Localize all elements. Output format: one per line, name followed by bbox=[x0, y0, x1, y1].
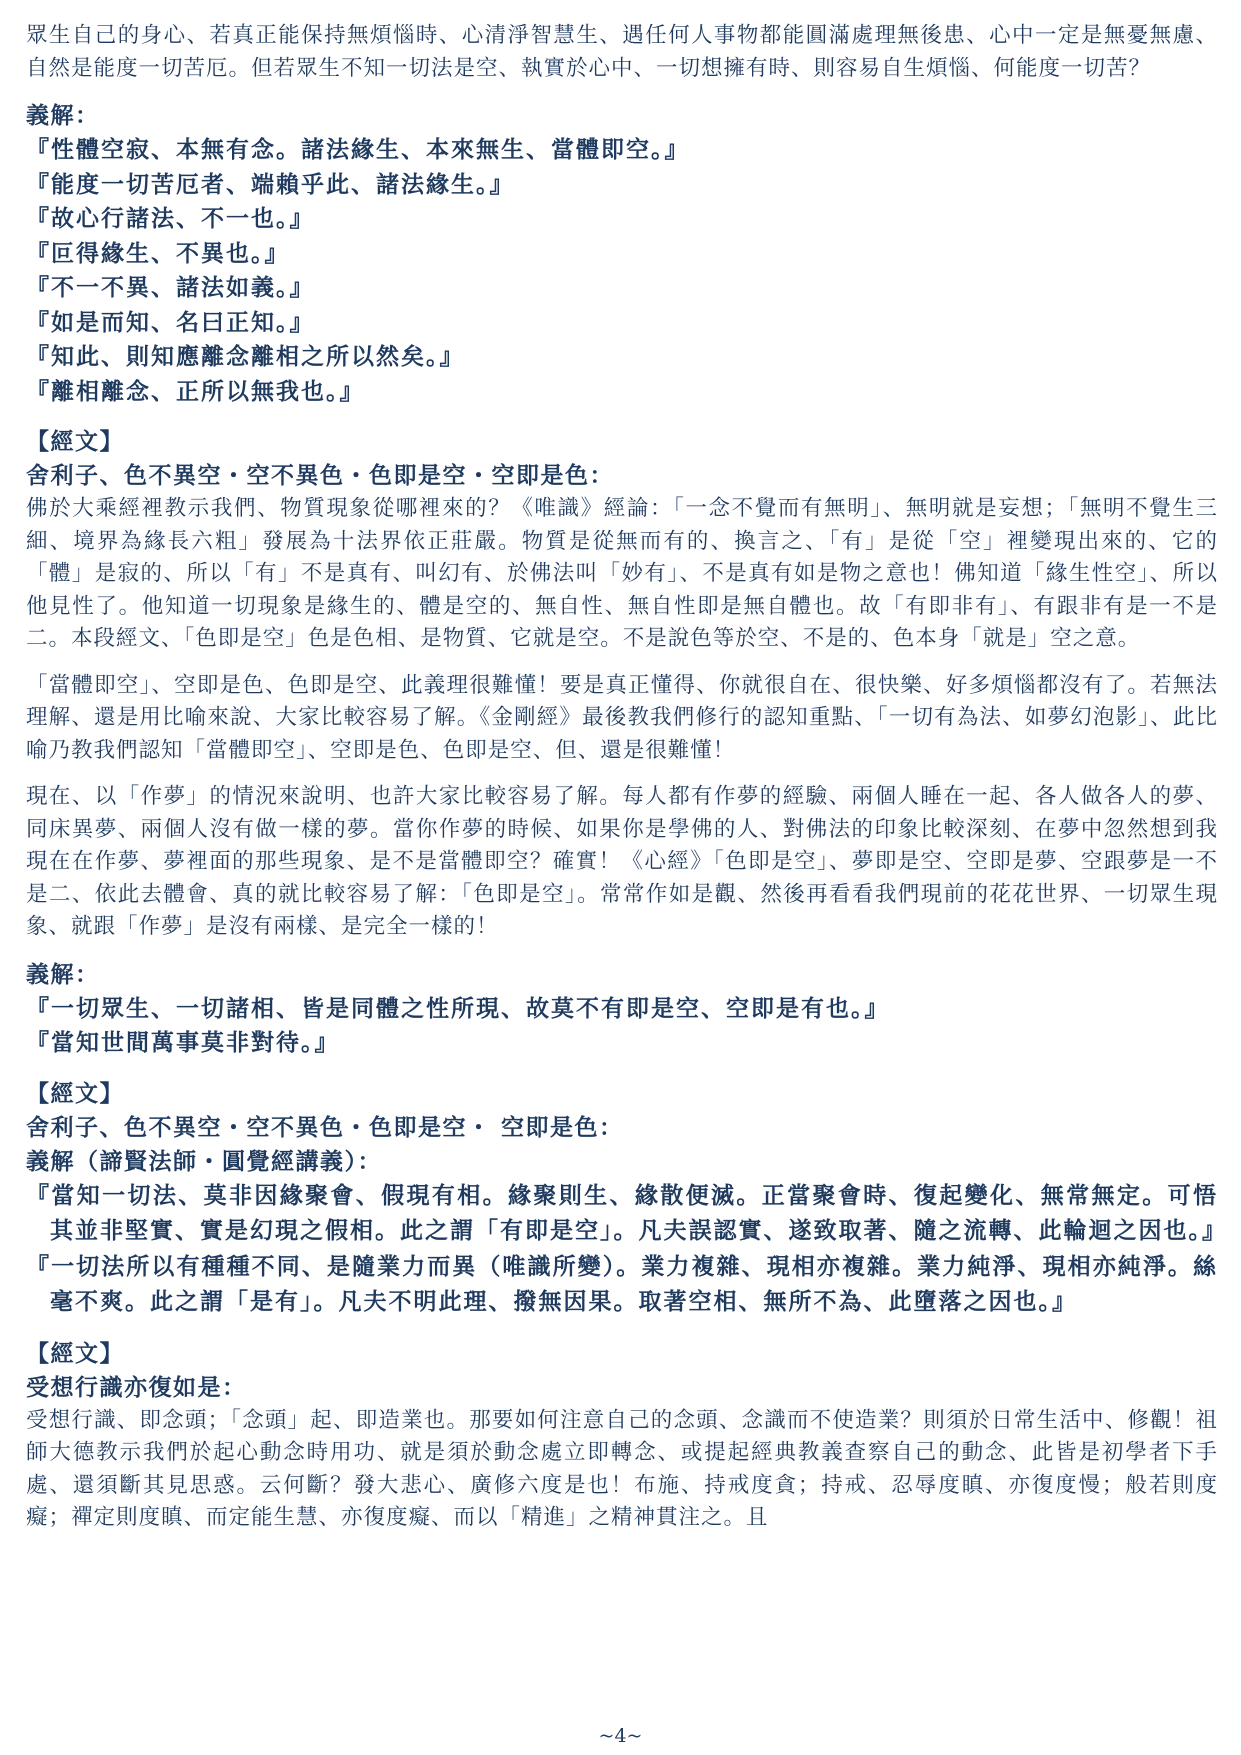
quote-line: 『一切眾生、一切諸相、皆是同體之性所現、故莫不有即是空、空即是有也。』 bbox=[26, 995, 890, 1022]
yijie-heading: 義解： bbox=[26, 103, 100, 129]
section-sutra-4 bbox=[26, 1337, 1218, 1535]
quote-block: 『一切法所以有種種不同、是隨業力而異（唯識所變）。業力複雜、現相亦複雜。業力純淨、現相亦純淨。絲毫不爽。此之謂「是有」。凡夫不明此理、撥無因果。取著空相、無所不為、此墮落之因也。』 bbox=[26, 1253, 1218, 1315]
section-sutra-2 bbox=[26, 425, 1218, 1061]
sutra-line: 舍利子、色不異空・空不異色・色即是空・ 空即是色： bbox=[26, 1114, 624, 1141]
quote-line: 『能度一切苦厄者、端賴乎此、諸法緣生。』 bbox=[26, 171, 515, 198]
page-number: ~4~ bbox=[598, 1725, 643, 1747]
commentary-paragraph: 現在、以「作夢」的情況來說明、也許大家比較容易了解。每人都有作夢的經驗、兩個人睡在一起、各人做各人的夢、同床異夢、兩個人沒有做一樣的夢。當你作夢的時候、如果你是學佛的人、對佛法的印象比較深刻、在夢中忽然想到我現在在作夢、夢裡面的那些現象、是不是當體即空？確實！《心經》「色即是空」、夢即是空、空即是夢、空跟夢是一不是二、依此去體會、真的就比較容易了解：「色即是空」。常常作如是觀、然後再看看我們現前的花花世界、一切眾生現象、就跟「作夢」是沒有兩樣、是完全一樣的！ bbox=[26, 784, 1218, 939]
quote-line: 『離相離念、正所以無我也。』 bbox=[26, 378, 365, 405]
section-yijie-1 bbox=[26, 99, 1218, 409]
sutra-label: 【經文】 bbox=[26, 429, 124, 455]
intro-paragraph: 眾生自己的身心、若真正能保持無煩惱時、心清淨智慧生、遇任何人事物都能圓滿處理無後患、心中一定是無憂無慮、自然是能度一切苦厄。但若眾生不知一切法是空、執實於心中、一切想擁有時、則容易自生煩惱、何能度一切苦？ bbox=[26, 23, 1218, 81]
yijie-heading: 義解（諦賢法師・圓覺經講義）： bbox=[26, 1148, 382, 1175]
commentary-paragraph: 受想行識、即念頭；「念頭」起、即造業也。那要如何注意自己的念頭、念識而不使造業？則須於日常生活中、修觀！祖師大德教示我們於起心動念時用功、就是須於動念處立即轉念、或提起經典教義查察自己的動念、此皆是初學者下手處、還須斷其見思惑。云何斷？發大悲心、廣修六度是也！布施、持戒度貪；持戒、忍辱度瞋、亦復度慢；般若則度癡；禪定則度瞋、而定能生慧、亦復度癡、而以「精進」之精神貫注之。且 bbox=[26, 1407, 1218, 1530]
sutra-line: 受想行識亦復如是： bbox=[26, 1374, 247, 1401]
sutra-line: 舍利子、色不異空・空不異色・色即是空・空即是色： bbox=[26, 463, 614, 489]
quote-line: 『當知世間萬事莫非對待。』 bbox=[26, 1030, 340, 1056]
sutra-label: 【經文】 bbox=[26, 1080, 124, 1107]
quote-line: 『知此、則知應離念離相之所以然矣。』 bbox=[26, 344, 465, 370]
commentary-paragraph: 佛於大乘經裡教示我們、物質現象從哪裡來的？《唯識》經論：「一念不覺而有無明」、無明就是妄想；「無明不覺生三細、境界為緣長六粗」發展為十法界依正莊嚴。物質是從無而有的、換言之、「有」是從「空」裡變現出來的、它的「體」是寂的、所以「有」不是真有、叫幻有、於佛法叫「妙有」、不是真有如是物之意也！佛知道「緣生性空」、所以他見性了。他知道一切現象是緣生的、體是空的、無自性、無自性即是無自體也。故「有即非有」、有跟非有是一不是二。本段經文、「色即是空」色是色相、是物質、它就是空。不是說色等於空、不是的、色本身「就是」空之意。 bbox=[26, 496, 1218, 651]
section-sutra-3 bbox=[26, 1077, 1227, 1321]
quote-line: 『故心行諸法、不一也。』 bbox=[26, 206, 315, 232]
quote-line: 『性體空寂、本無有念。諸法緣生、本來無生、當體即空。』 bbox=[26, 137, 690, 163]
quote-line: 『不一不異、諸法如義。』 bbox=[26, 275, 315, 301]
quote-block: 『當知一切法、莫非因緣聚會、假現有相。緣聚則生、緣散便滅。正當聚會時、復起變化、無常無定。可悟其並非堅實、實是幻現之假相。此之謂「有即是空」。凡夫誤認實、遂致取著、隨之流轉、此輪迴之因也。』 bbox=[26, 1182, 1227, 1244]
quote-line: 『叵得緣生、不異也。』 bbox=[26, 240, 290, 267]
sutra-label: 【經文】 bbox=[26, 1340, 124, 1367]
quote-line: 『如是而知、名曰正知。』 bbox=[26, 309, 315, 336]
yijie-heading: 義解： bbox=[26, 961, 100, 988]
commentary-paragraph: 「當體即空」、空即是色、色即是空、此義理很難懂！要是真正懂得、你就很自在、很快樂、好多煩惱都沒有了。若無法理解、還是用比喻來說、大家比較容易了解。《金剛經》最後教我們修行的認知重點、「一切有為法、如夢幻泡影」、此比喻乃教我們認知「當體即空」、空即是色、色即是空、但、還是很難懂！ bbox=[26, 672, 1218, 763]
document-page bbox=[26, 20, 1227, 1549]
